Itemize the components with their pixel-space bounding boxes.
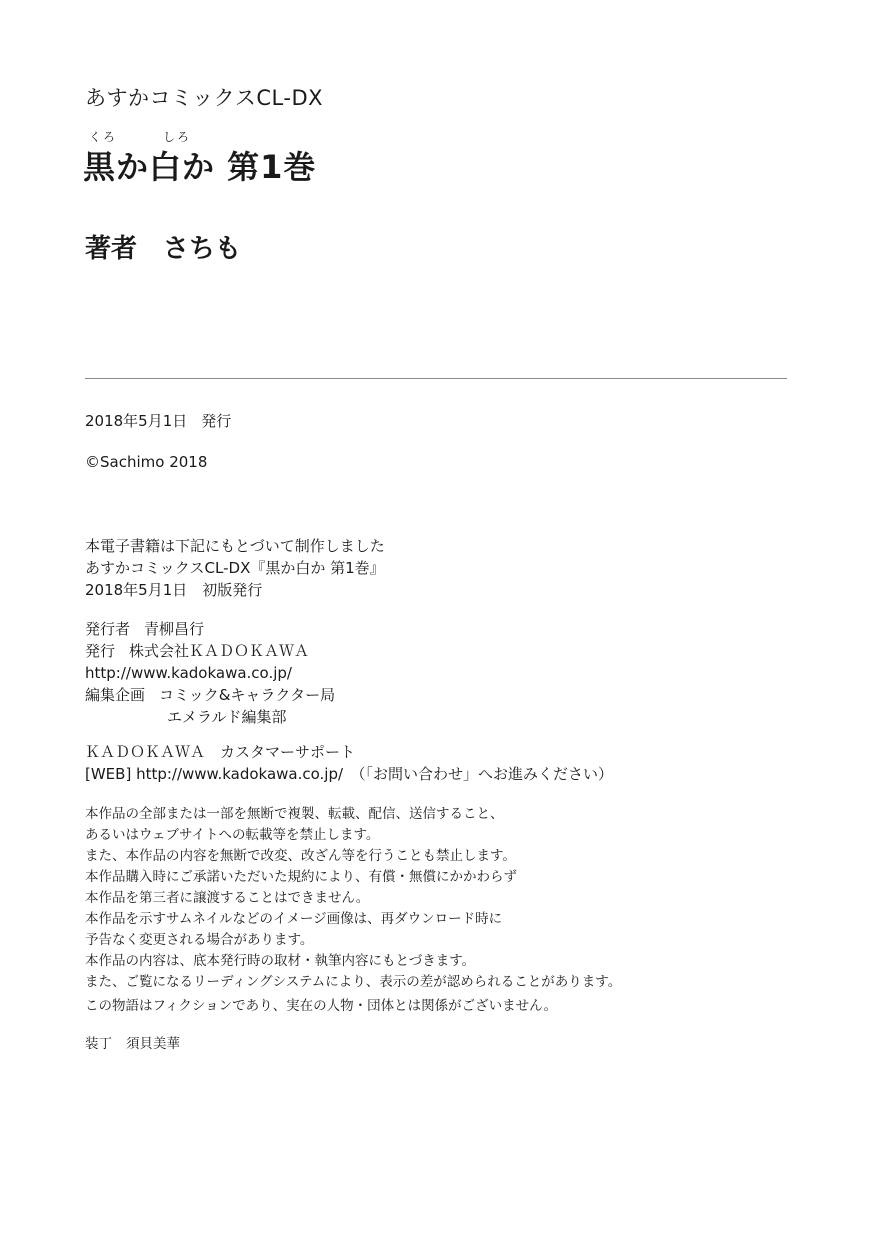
fiction-note: この物語はフィクションであり、実在の人物・団体とは関係がございません。 [85,998,557,1014]
customer-support [85,741,613,785]
design-credit [85,1032,180,1052]
publish-label: 発行 [201,412,232,430]
design-label: 装丁 [85,1036,112,1052]
design-name: 須貝美華 [126,1036,180,1052]
ebook-note [85,535,385,601]
publish-date: 2018年5月1日 [85,412,188,430]
notice-line: 本作品を第三者に譲渡することはできません。 [85,890,370,906]
series-name: あすかコミックスCL-DX [85,86,323,110]
book-title: 黒か白か 第1巻 [83,148,317,186]
divider-line [85,378,787,379]
editorial-dept: コミック&キャラクター局 [159,686,336,704]
ebook-note-line: あすかコミックスCL-DX『黒か白か 第1巻』 [85,559,385,577]
author-name: さちも [163,234,242,264]
publisher-url: http://www.kadokawa.co.jp/ [85,664,292,682]
notice-line: また、本作品の内容を無断で改変、改ざん等を行うことも禁止します。 [85,848,516,864]
issuer-line [85,640,335,662]
editorial-label: 編集企画 [85,686,146,704]
ruby-shiro: しろ [163,130,192,144]
publisher-label: 発行者 [85,620,131,638]
notice-line: 本作品の内容は、底本発行時の取材・執筆内容にもとづきます。 [85,953,476,969]
notice-line: 本作品の全部または一部を無断で複製、転載、配信、送信すること、 [85,806,504,822]
legal-notices [85,804,621,993]
publisher-line [85,618,335,640]
ebook-note-line: 2018年5月1日 初版発行 [85,581,263,599]
ruby-kuro: くろ [89,130,118,144]
ebook-note-line: 本電子書籍は下記にもとづいて制作しました [85,537,385,555]
notice-line: 本作品を示すサムネイルなどのイメージ画像は、再ダウンロード時に [85,911,503,927]
author-line [85,228,241,265]
author-label: 著者 [85,234,138,264]
notice-line: 本作品購入時にご承諾いただいた規約により、有償・無償にかかわらず [85,869,517,885]
support-web: [WEB] http://www.kadokawa.co.jp/ （「お問い合わせ」へお進みください） [85,765,614,783]
issuer-label: 発行 [85,642,116,660]
editorial-line [85,684,335,706]
notice-line: また、ご覧になるリーディングシステムにより、表示の差が認められることがあります。 [85,974,622,990]
notice-line: 予告なく変更される場合があります。 [85,932,314,948]
publisher-name: 青柳昌行 [144,620,205,638]
issuer-name: 株式会社ＫＡＤＯＫＡＷＡ [129,642,310,660]
copyright: ©Sachimo 2018 [85,453,208,471]
editorial-sub: エメラルド編集部 [167,708,287,726]
support-title: ＫＡＤＯＫＡＷＡ カスタマーサポート [85,743,356,761]
notice-line: あるいはウェブサイトへの転載等を禁止します。 [85,827,380,843]
credits [85,618,335,728]
publish-date-line [85,410,231,431]
